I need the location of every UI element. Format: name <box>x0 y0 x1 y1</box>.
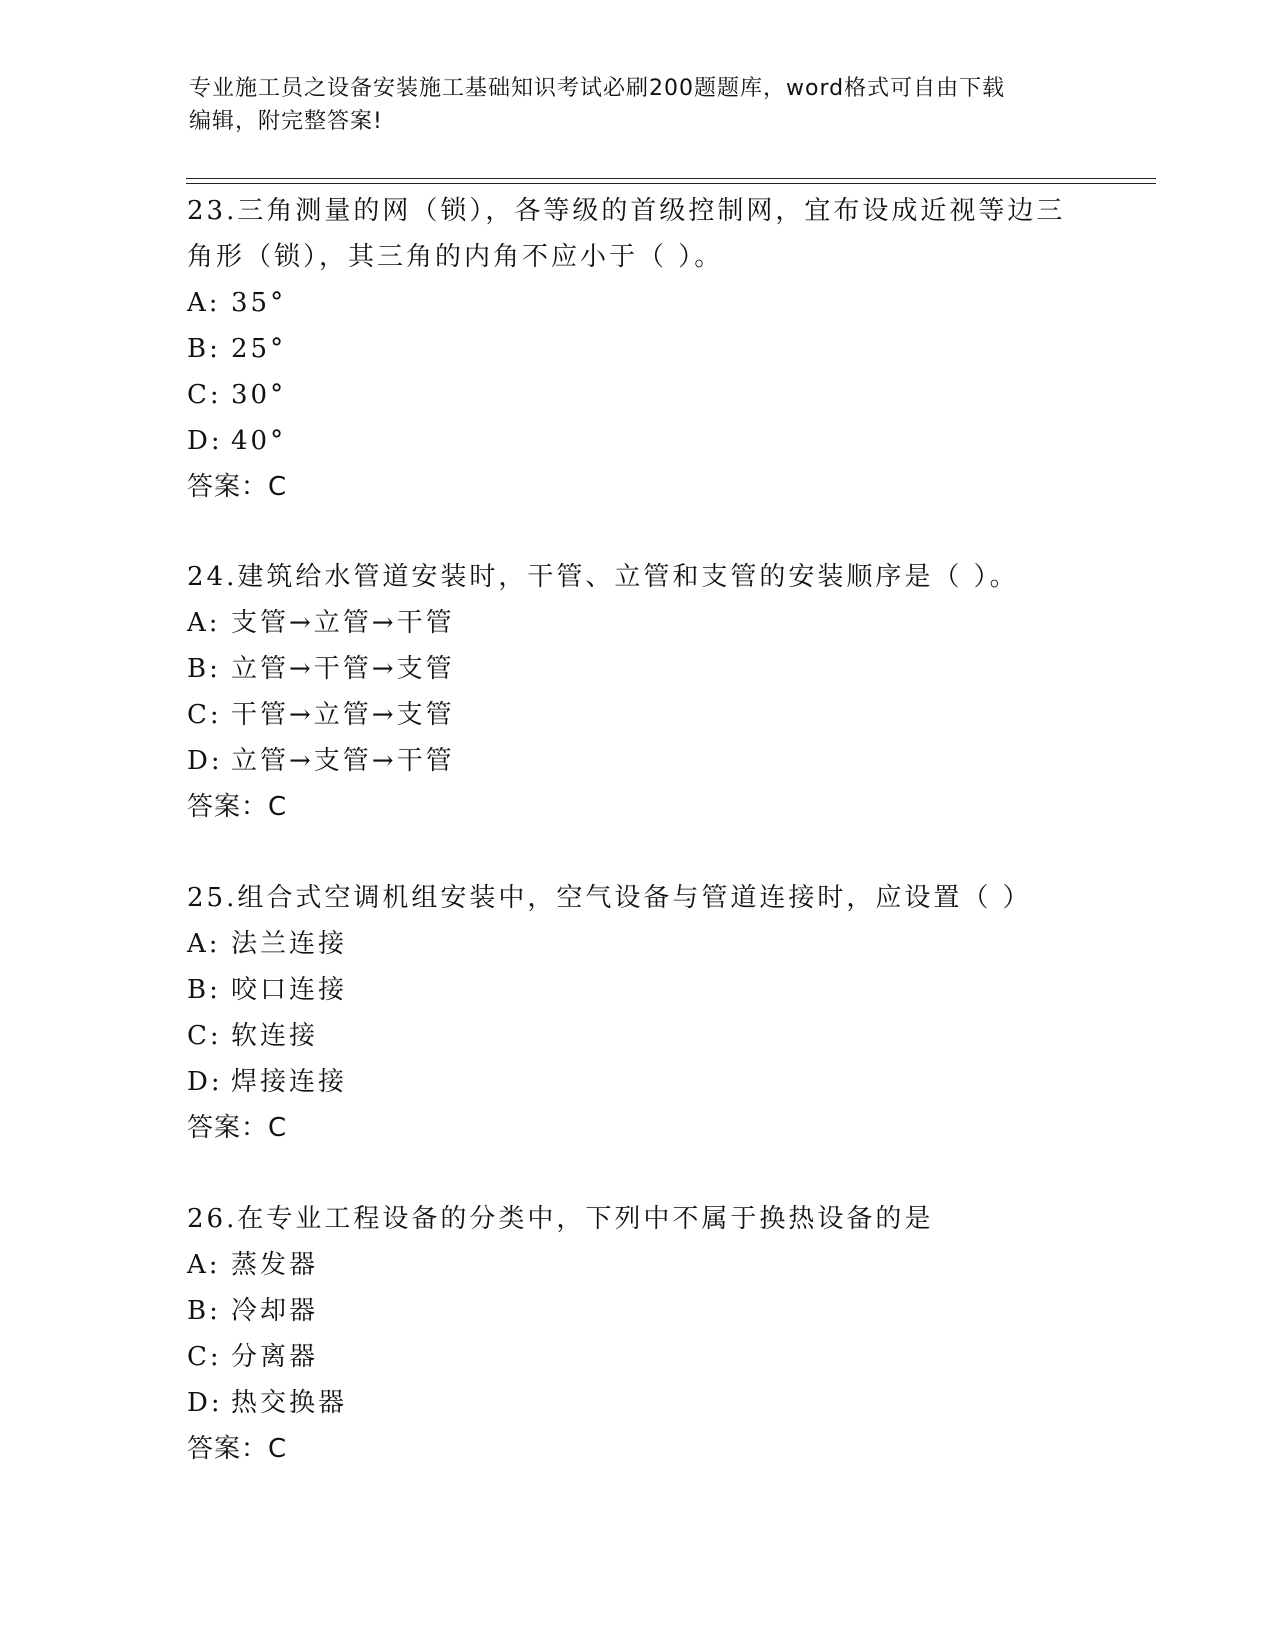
option-key: D: <box>187 1067 223 1097</box>
option-key: C: <box>187 700 222 730</box>
option-text: 40° <box>231 426 287 456</box>
answer-line: 答案：C <box>187 1113 288 1143</box>
option-key: B: <box>187 334 221 364</box>
option-text: 蒸发器 <box>231 1250 319 1280</box>
option-c <box>187 1334 1087 1380</box>
option-key: D: <box>187 426 223 456</box>
question-stem-line1: 26.在专业工程设备的分类中，下列中不属于换热设备的是 <box>187 1204 934 1234</box>
option-a <box>187 600 1087 646</box>
question-stem-line1: 25.组合式空调机组安装中，空气设备与管道连接时，应设置（ ） <box>187 883 1032 913</box>
question-25 <box>187 875 1087 1151</box>
option-c <box>187 1013 1087 1059</box>
option-text: 分离器 <box>231 1342 319 1372</box>
option-key: A: <box>187 929 221 959</box>
option-key: C: <box>187 380 222 410</box>
option-key: B: <box>187 1296 221 1326</box>
header-title-line2: 编辑，附完整答案! <box>189 109 383 134</box>
option-key: D: <box>187 1388 223 1418</box>
answer-line: 答案：C <box>187 472 288 502</box>
option-text: 法兰连接 <box>231 929 348 959</box>
option-text: 冷却器 <box>231 1296 319 1326</box>
option-d <box>187 418 1087 464</box>
question-26 <box>187 1196 1087 1472</box>
option-key: A: <box>187 1250 221 1280</box>
option-text: 立管→支管→干管 <box>231 746 455 776</box>
question-stem-line1: 23.三角测量的网（锁），各等级的首级控制网，宜布设成近视等边三 <box>187 196 1066 226</box>
option-key: B: <box>187 975 221 1005</box>
option-key: D: <box>187 746 223 776</box>
question-stem <box>187 875 1087 921</box>
document-header <box>189 72 1089 138</box>
answer-line: 答案：C <box>187 1434 288 1464</box>
question-stem <box>187 188 1087 280</box>
question-stem <box>187 1196 1087 1242</box>
option-a <box>187 1242 1087 1288</box>
answer-line: 答案：C <box>187 792 288 822</box>
option-d <box>187 1059 1087 1105</box>
option-text: 软连接 <box>231 1021 319 1051</box>
header-divider-bottom <box>186 183 1156 184</box>
option-c <box>187 692 1087 738</box>
option-key: A: <box>187 608 221 638</box>
option-a <box>187 921 1087 967</box>
option-key: A: <box>187 288 221 318</box>
option-c <box>187 372 1087 418</box>
option-text: 立管→干管→支管 <box>231 654 455 684</box>
question-24 <box>187 554 1087 830</box>
option-d <box>187 738 1087 784</box>
option-d <box>187 1380 1087 1426</box>
option-text: 支管→立管→干管 <box>231 608 455 638</box>
option-key: B: <box>187 654 221 684</box>
question-stem-line2: 角形（锁），其三角的内角不应小于（ ）。 <box>187 242 724 272</box>
option-text: 焊接连接 <box>231 1067 348 1097</box>
question-stem <box>187 554 1087 600</box>
option-text: 30° <box>231 380 287 410</box>
option-b <box>187 646 1087 692</box>
option-key: C: <box>187 1342 222 1372</box>
option-text: 干管→立管→支管 <box>231 700 455 730</box>
option-b <box>187 967 1087 1013</box>
option-a <box>187 280 1087 326</box>
question-stem-line1: 24.建筑给水管道安装时，干管、立管和支管的安装顺序是（ ）。 <box>187 562 1019 592</box>
header-title-line1: 专业施工员之设备安装施工基础知识考试必刷200题题库，word格式可自由下载 <box>189 76 1006 101</box>
option-text: 35° <box>231 288 287 318</box>
option-key: C: <box>187 1021 222 1051</box>
option-text: 咬口连接 <box>231 975 348 1005</box>
option-b <box>187 326 1087 372</box>
question-23 <box>187 188 1087 510</box>
option-text: 热交换器 <box>231 1388 348 1418</box>
header-divider-top <box>186 178 1156 179</box>
option-text: 25° <box>231 334 287 364</box>
option-b <box>187 1288 1087 1334</box>
